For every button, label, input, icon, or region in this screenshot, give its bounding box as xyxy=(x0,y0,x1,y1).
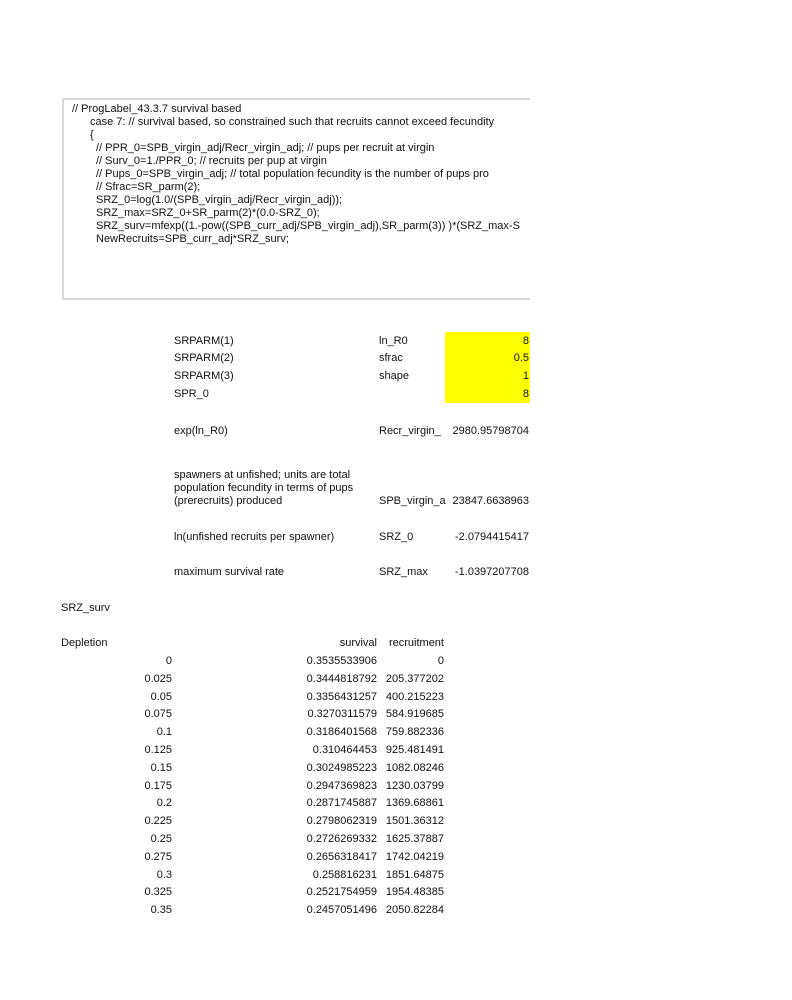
table-cell-depletion: 0.2 xyxy=(156,797,172,809)
code-line-case: case 7: // survival based, so constrained such that recruits cannot exceed fecundity xyxy=(90,116,495,128)
table-cell-depletion: 0 xyxy=(165,655,172,667)
table-cell-depletion: 0.05 xyxy=(150,691,172,703)
param-value-shape[interactable]: 1 xyxy=(522,370,529,382)
srz0-value: -2.0794415417 xyxy=(454,531,529,543)
param-name-ln-r0: ln_R0 xyxy=(379,335,408,347)
code-line: // Pups_0=SPB_virgin_adj; // total population fecundity is the number of pups pro xyxy=(96,168,489,180)
param-value-sfrac[interactable]: 0.5 xyxy=(513,352,529,364)
table-cell-recruitment: 584.919685 xyxy=(385,708,444,720)
srzmax-name: SRZ_max xyxy=(379,566,428,578)
table-cell-recruitment: 400.215223 xyxy=(385,691,444,703)
table-cell-recruitment: 759.882336 xyxy=(385,726,444,738)
table-cell-depletion: 0.125 xyxy=(144,744,172,756)
spawners-name: SPB_virgin_a xyxy=(379,495,446,507)
table-cell-survival: 0.258816231 xyxy=(312,869,377,881)
table-cell-recruitment: 0 xyxy=(437,655,444,667)
col-header-survival: survival xyxy=(339,637,377,649)
param-name-shape: shape xyxy=(379,370,409,382)
table-cell-recruitment: 1369.68861 xyxy=(385,797,444,809)
exp-label: exp(ln_R0) xyxy=(174,425,228,437)
table-cell-recruitment: 1082.08246 xyxy=(385,762,444,774)
srzmax-label: maximum survival rate xyxy=(174,566,285,578)
param-label-srparm2: SRPARM(2) xyxy=(174,352,234,364)
param-label-srparm1: SRPARM(1) xyxy=(174,335,234,347)
code-textbox[interactable] xyxy=(62,98,530,300)
col-header-depletion: Depletion xyxy=(61,637,108,649)
table-cell-depletion: 0.25 xyxy=(150,833,172,845)
table-cell-survival: 0.2947369823 xyxy=(306,780,377,792)
table-cell-survival: 0.3186401568 xyxy=(306,726,377,738)
table-cell-depletion: 0.325 xyxy=(144,886,172,898)
code-line-label: // ProgLabel_43.3.7 survival based xyxy=(72,103,242,115)
code-line: // PPR_0=SPB_virgin_adj/Recr_virgin_adj; // pups per recruit at virgin xyxy=(96,142,435,154)
table-cell-survival: 0.2798062319 xyxy=(306,815,377,827)
table-cell-recruitment: 1742.04219 xyxy=(385,851,444,863)
spawners-label-2: population fecundity in terms of pups xyxy=(174,482,354,494)
exp-value: 2980.95798704 xyxy=(452,425,529,437)
table-cell-survival: 0.2656318417 xyxy=(306,851,377,863)
table-cell-recruitment: 205.377202 xyxy=(385,673,444,685)
code-line: SRZ_max=SRZ_0+SR_parm(2)*(0.0-SRZ_0); xyxy=(96,207,320,219)
table-cell-survival: 0.3270311579 xyxy=(307,708,377,720)
srzmax-value: -1.0397207708 xyxy=(454,566,529,578)
param-value-ln-r0[interactable]: 8 xyxy=(522,335,529,347)
spawners-label-1: spawners at unfished; units are total xyxy=(174,469,351,481)
table-cell-recruitment: 1625.37887 xyxy=(385,833,444,845)
code-line-brace: { xyxy=(90,129,94,141)
table-cell-depletion: 0.1 xyxy=(156,726,172,738)
table-cell-recruitment: 1230.03799 xyxy=(385,780,444,792)
table-cell-survival: 0.3535533906 xyxy=(306,655,377,667)
table-cell-survival: 0.2521754959 xyxy=(306,886,377,898)
code-line: // Surv_0=1./PPR_0; // recruits per pup at virgin xyxy=(96,155,327,167)
spawners-label-3: (prerecruits) produced xyxy=(174,495,283,507)
table-cell-recruitment: 1851.64875 xyxy=(385,869,444,881)
table-cell-depletion: 0.225 xyxy=(144,815,172,827)
table-cell-survival: 0.2457051496 xyxy=(306,904,377,916)
table-cell-depletion: 0.175 xyxy=(144,780,172,792)
table-cell-survival: 0.2871745887 xyxy=(306,797,377,809)
code-line: // Sfrac=SR_parm(2); xyxy=(96,181,201,193)
srz0-name: SRZ_0 xyxy=(379,531,414,543)
table-cell-depletion: 0.35 xyxy=(150,904,172,916)
param-label-spr0: SPR_0 xyxy=(174,388,209,400)
table-cell-survival: 0.3024985223 xyxy=(306,762,377,774)
table-cell-recruitment: 1501.36312 xyxy=(385,815,444,827)
exp-name: Recr_virgin_ xyxy=(379,425,441,437)
param-label-srparm3: SRPARM(3) xyxy=(174,370,234,382)
col-header-recruitment: recruitment xyxy=(388,637,444,649)
param-name-sfrac: sfrac xyxy=(379,352,403,364)
table-cell-survival: 0.310464453 xyxy=(312,744,377,756)
table-cell-survival: 0.3356431257 xyxy=(306,691,377,703)
table-cell-recruitment: 2050.82284 xyxy=(385,904,444,916)
table-cell-recruitment: 925.481491 xyxy=(385,744,444,756)
srz0-label: ln(unfished recruits per spawner) xyxy=(174,531,335,543)
code-line: SRZ_0=log(1.0/(SPB_virgin_adj/Recr_virgin_adj)); xyxy=(96,194,343,206)
table-cell-survival: 0.3444818792 xyxy=(306,673,377,685)
table-cell-survival: 0.2726269332 xyxy=(306,833,377,845)
table-cell-depletion: 0.075 xyxy=(144,708,172,720)
table-cell-depletion: 0.3 xyxy=(156,869,172,881)
param-value-spr0[interactable]: 8 xyxy=(522,388,529,400)
table-title: SRZ_surv xyxy=(61,602,110,614)
code-line: SRZ_surv=mfexp((1.-pow((SPB_curr_adj/SPB_virgin_adj),SR_parm(3)) )*(SRZ_max-S xyxy=(96,220,520,232)
spawners-value: 23847.6638963 xyxy=(452,495,529,507)
code-line: NewRecruits=SPB_curr_adj*SRZ_surv; xyxy=(96,233,289,245)
table-cell-depletion: 0.275 xyxy=(144,851,172,863)
table-cell-depletion: 0.15 xyxy=(150,762,172,774)
table-cell-depletion: 0.025 xyxy=(144,673,172,685)
table-cell-recruitment: 1954.48385 xyxy=(385,886,444,898)
